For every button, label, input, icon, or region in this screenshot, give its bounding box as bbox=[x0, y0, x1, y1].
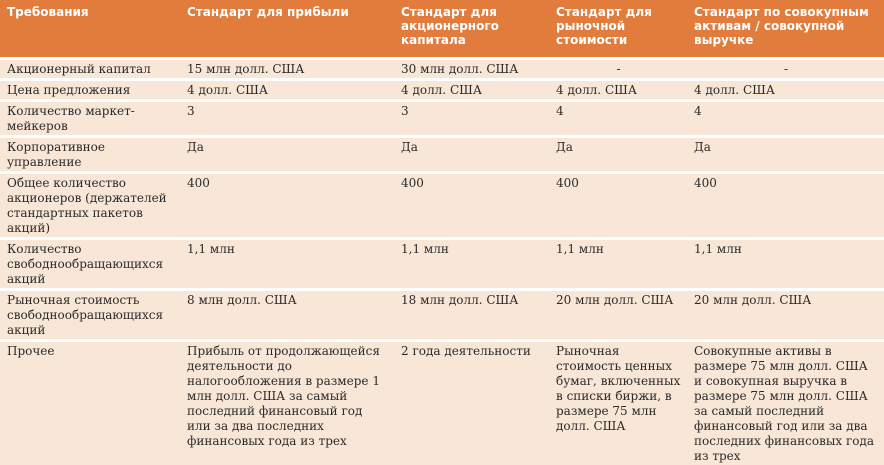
cell-profit-standard: 8 млн долл. США bbox=[180, 290, 394, 341]
cell-assets-revenue-standard: 20 млн долл. США bbox=[687, 290, 884, 341]
row-label: Общее количество акционеров (держателей стандартных пакетов акций) bbox=[0, 173, 180, 239]
header-equity-standard: Стандарт для акционерного капитала bbox=[394, 0, 549, 59]
row-label: Акционерный капитал bbox=[0, 59, 180, 80]
cell-equity-standard: 1,1 млн bbox=[394, 239, 549, 290]
cell-market-value-standard: 20 млн долл. США bbox=[549, 290, 687, 341]
cell-assets-revenue-standard: 1,1 млн bbox=[687, 239, 884, 290]
cell-profit-standard: 1,1 млн bbox=[180, 239, 394, 290]
cell-assets-revenue-standard: 4 долл. США bbox=[687, 80, 884, 101]
header-assets-revenue-standard: Стандарт по совокупным активам / совокупной выручке bbox=[687, 0, 884, 59]
header-market-value-standard: Стандарт для рыночной стоимости bbox=[549, 0, 687, 59]
header-profit-standard: Стандарт для прибыли bbox=[180, 0, 394, 59]
row-label: Количество свободнообращающихся акций bbox=[0, 239, 180, 290]
cell-assets-revenue-standard: - bbox=[687, 59, 884, 80]
cell-profit-standard: Прибыль от продолжающейся деятельности до налогообложения в размере 1 млн долл. США за самый последний финансовый год или за два последних финансовых года из трех bbox=[180, 341, 394, 465]
cell-market-value-standard: 4 долл. США bbox=[549, 80, 687, 101]
table-row bbox=[0, 173, 884, 239]
cell-equity-standard: 30 млн долл. США bbox=[394, 59, 549, 80]
cell-assets-revenue-standard: 4 bbox=[687, 101, 884, 137]
cell-market-value-standard: 4 bbox=[549, 101, 687, 137]
header-row bbox=[0, 0, 884, 59]
table-row bbox=[0, 80, 884, 101]
cell-profit-standard: Да bbox=[180, 137, 394, 173]
table-row bbox=[0, 137, 884, 173]
row-label: Прочее bbox=[0, 341, 180, 465]
row-label: Рыночная стоимость свободнообращающихся акций bbox=[0, 290, 180, 341]
cell-equity-standard: 2 года деятельности bbox=[394, 341, 549, 465]
table-row bbox=[0, 59, 884, 80]
cell-profit-standard: 15 млн долл. США bbox=[180, 59, 394, 80]
cell-market-value-standard: Рыночная стоимость ценных бумаг, включенных в списки биржи, в размере 75 млн долл. США bbox=[549, 341, 687, 465]
cell-equity-standard: 18 млн долл. США bbox=[394, 290, 549, 341]
cell-equity-standard: Да bbox=[394, 137, 549, 173]
cell-equity-standard: 3 bbox=[394, 101, 549, 137]
cell-profit-standard: 400 bbox=[180, 173, 394, 239]
table-row bbox=[0, 101, 884, 137]
cell-market-value-standard: - bbox=[549, 59, 687, 80]
cell-equity-standard: 400 bbox=[394, 173, 549, 239]
row-label: Корпоративное управление bbox=[0, 137, 180, 173]
table-row bbox=[0, 341, 884, 465]
row-label: Цена предложения bbox=[0, 80, 180, 101]
cell-market-value-standard: Да bbox=[549, 137, 687, 173]
cell-equity-standard: 4 долл. США bbox=[394, 80, 549, 101]
cell-market-value-standard: 1,1 млн bbox=[549, 239, 687, 290]
cell-assets-revenue-standard: 400 bbox=[687, 173, 884, 239]
table-row bbox=[0, 239, 884, 290]
table-row bbox=[0, 290, 884, 341]
cell-profit-standard: 4 долл. США bbox=[180, 80, 394, 101]
cell-assets-revenue-standard: Совокупные активы в размере 75 млн долл. США и совокупная выручка в размере 75 млн долл. США за самый последний финансовый год или за два последних финансовых года из трех bbox=[687, 341, 884, 465]
cell-assets-revenue-standard: Да bbox=[687, 137, 884, 173]
cell-profit-standard: 3 bbox=[180, 101, 394, 137]
row-label: Количество маркет-мейкеров bbox=[0, 101, 180, 137]
header-requirements: Требования bbox=[0, 0, 180, 59]
cell-market-value-standard: 400 bbox=[549, 173, 687, 239]
